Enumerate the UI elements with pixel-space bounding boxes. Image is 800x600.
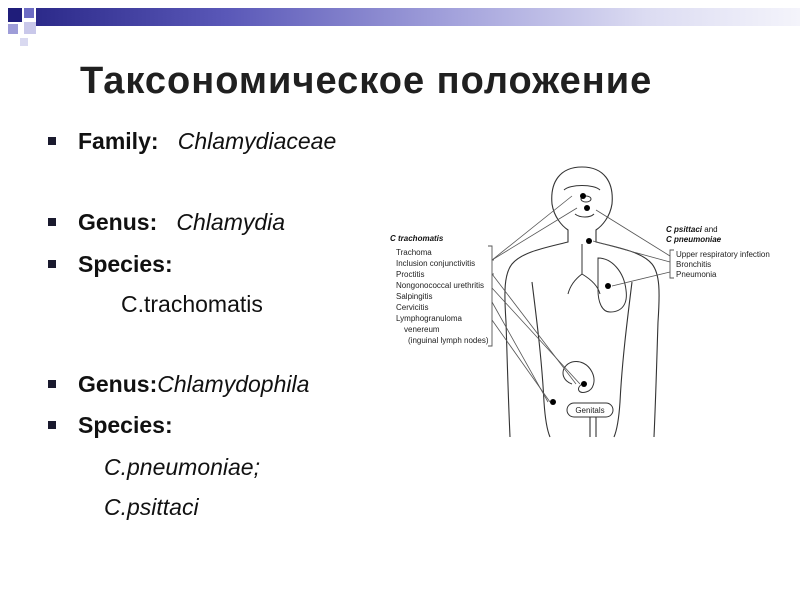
- bullet-icon: [48, 260, 56, 268]
- body-outline: [505, 167, 659, 437]
- label-inguinal-lymph-nodes: (inguinal lymph nodes): [408, 336, 489, 345]
- bullet-icon: [48, 380, 56, 388]
- lungs: [568, 244, 626, 312]
- c-trachomatis-heading: C trachomatis: [390, 234, 444, 243]
- page-title: Таксономическое положение: [80, 60, 653, 102]
- bullet-icon: [48, 218, 56, 226]
- genus2-label: Genus:: [78, 371, 158, 397]
- and-connector: and: [702, 225, 718, 234]
- genus1-label-group: [78, 209, 285, 236]
- label-nongonococcal-urethritis: Nongonococcal urethritis: [396, 281, 485, 290]
- genitals-label: Genitals: [575, 406, 605, 415]
- family-label-group: [78, 128, 336, 155]
- species2-value-1: C.pneumoniae;: [104, 454, 260, 480]
- leader-lines: [492, 196, 670, 402]
- left-bracket: [488, 246, 494, 346]
- genus2-value: Chlamydophila: [157, 371, 310, 397]
- species1-label: Species:: [78, 251, 173, 277]
- left-labels: [396, 248, 489, 345]
- species2-value-2: C.psittaci: [104, 494, 199, 520]
- label-bronchitis: Bronchitis: [676, 260, 712, 269]
- family-value: Chlamydiaceae: [177, 128, 337, 154]
- label-upper-respiratory-infection: Upper respiratory infection: [676, 250, 770, 259]
- chlamydia-infection-sites-diagram: [372, 162, 790, 442]
- right-bracket: [670, 250, 674, 278]
- label-pneumonia: Pneumonia: [676, 270, 717, 279]
- family-label: Family:: [78, 128, 159, 154]
- bullet-icon: [48, 421, 56, 429]
- genitals-label-box: [567, 403, 613, 417]
- label-cervicitis: Cervicitis: [396, 303, 429, 312]
- label-proctitis: Proctitis: [396, 270, 425, 279]
- c-psittaci-heading: [666, 225, 718, 234]
- label-venereum: venereum: [404, 325, 440, 334]
- c-pneumoniae-heading: C pneumoniae: [666, 235, 722, 244]
- intestine: [563, 361, 594, 392]
- label-trachoma: Trachoma: [396, 248, 432, 257]
- species2-label: Species:: [78, 412, 173, 438]
- infection-site-dots: [550, 193, 611, 412]
- species1-value: C.trachomatis: [121, 291, 263, 317]
- header-gradient-bar: [36, 8, 800, 26]
- c-psittaci-name: C psittaci: [666, 225, 703, 234]
- genus1-value: Chlamydia: [176, 209, 286, 235]
- genus1-label: Genus:: [78, 209, 158, 235]
- label-salpingitis: Salpingitis: [396, 292, 433, 301]
- label-inclusion-conjunctivitis: Inclusion conjunctivitis: [396, 259, 476, 268]
- label-lymphogranuloma: Lymphogranuloma: [396, 314, 462, 323]
- genus2-label-group: [78, 371, 309, 398]
- right-labels: [676, 250, 770, 279]
- bullet-icon: [48, 137, 56, 145]
